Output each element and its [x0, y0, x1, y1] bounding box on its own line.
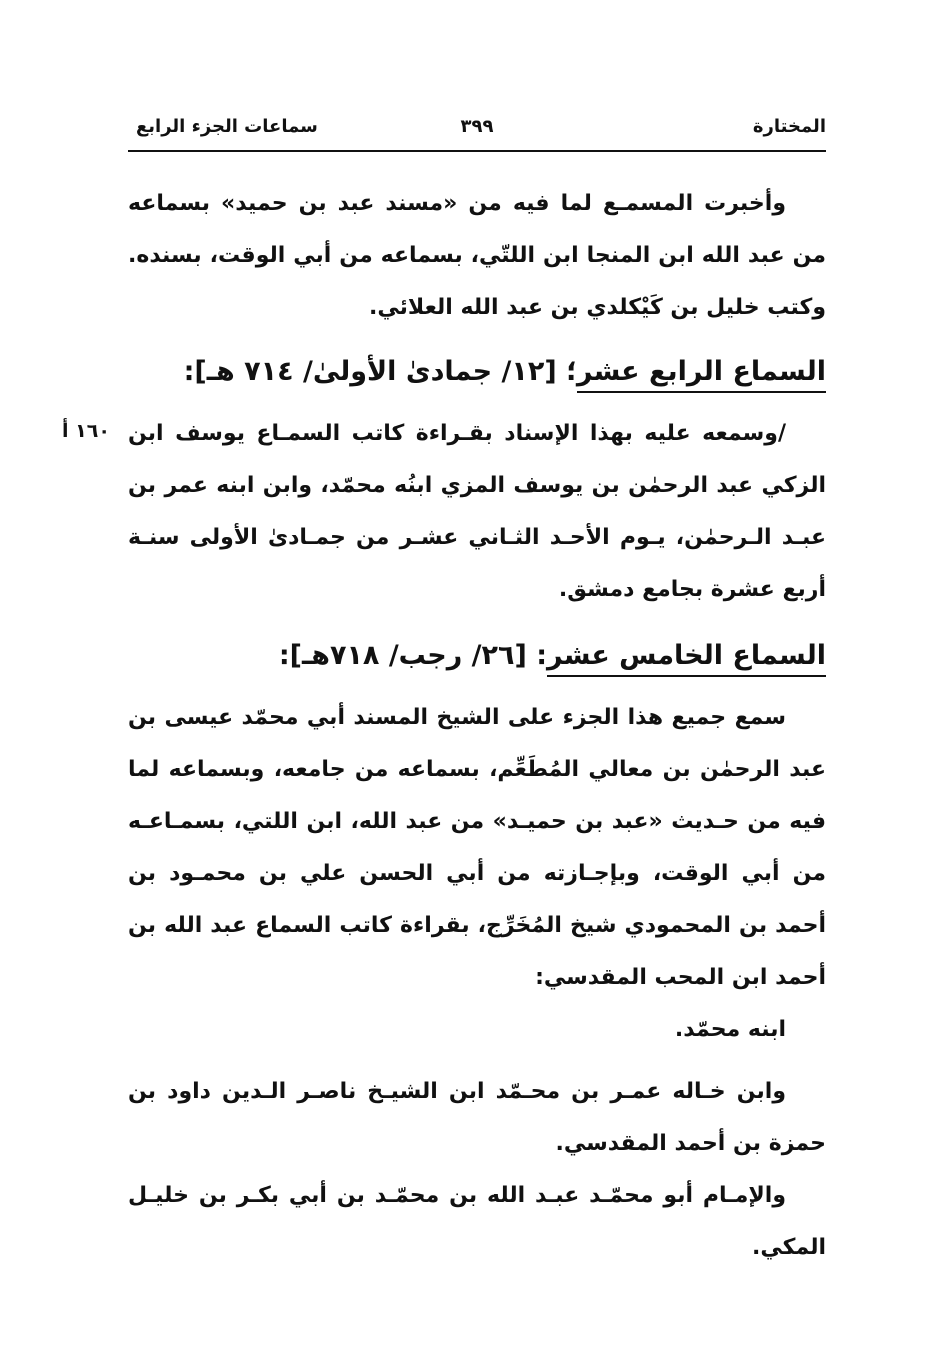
- header-book-title: المختارة: [752, 116, 826, 137]
- heading-fifteenth-label: السماع الخامس عشر: [547, 640, 826, 677]
- heading-fourteenth-label: السماع الرابع عشر: [577, 356, 826, 393]
- paragraph-musnad-abd-bin-humaid: وأخبرت المسمـع لما فيه من «مسند عبد بن حميد» بسماعه من عبد الله ابن المنجا ابن اللتّي، بسماعه من أبي الوقت، بسنده. وكتب خليل بن كَيْكلدي بن عبد الله العلائي.: [128, 191, 826, 320]
- page-number: ٣٩٩: [460, 116, 494, 137]
- header-divider: [128, 150, 826, 152]
- paragraph-attendee-imam: والإمـام أبو محمّـد عبـد الله بن محمّـد بن أبي بكـر بن خليـل المكي.: [128, 1183, 826, 1260]
- running-header: [128, 112, 826, 152]
- heading-fourteenth-hearing: [128, 342, 826, 402]
- paragraph-fourteenth-hearing: /وسمعه عليه بهذا الإسناد بقـراءة كاتب السمـاع يوسف ابن الزكي عبد الرحمٰن بن يوسف المزي ابنُه محمّد، وابن ابنه عمر بن عبـد الـرحمٰن، يـوم الأحـد الثـاني عشـر من جمـادىٰ الأولى سنـة أربع عشرة بجامع دمشق.: [128, 421, 826, 602]
- header-section-title: سماعات الجزء الرابع: [136, 116, 318, 137]
- heading-fifteenth-date: : [٢٦/ رجب/ ٧١٨هـ]:: [278, 640, 548, 671]
- paragraph-attendee-cousin: وابن خـاله عمـر بن محـمّد ابن الشيـخ ناصـر الـدين داود بن حمزة بن أحمد المقدسي.: [128, 1079, 826, 1156]
- paragraph-fifteenth-hearing: سمع جميع هذا الجزء على الشيخ المسند أبي محمّد عيسى بن عبد الرحمٰن بن معالي المُطَعِّم، بسماعه من جامعه، وبسماعه لما فيه من حـديث «عبد بن حميـد» من عبد الله، ابن اللتي، بسمـاعـه من أبي الوقت، وبإجـازته من أبي الحسن علي بن محمـود بن أحمد بن المحمودي شيخ المُخَرِّج، بقراءة كاتب السماع عبد الله بن أحمد ابن المحب المقدسي:: [128, 705, 826, 990]
- paragraph-attendee-son: ابنه محمّد.: [674, 1017, 786, 1042]
- heading-fourteenth-date: ؛ [١٢/ جمادىٰ الأولىٰ/ ٧١٤ هـ]:: [183, 356, 577, 387]
- margin-folio-note: ١٦٠ أ: [62, 420, 110, 442]
- main-text: [128, 178, 826, 1274]
- heading-fifteenth-hearing: [128, 626, 826, 686]
